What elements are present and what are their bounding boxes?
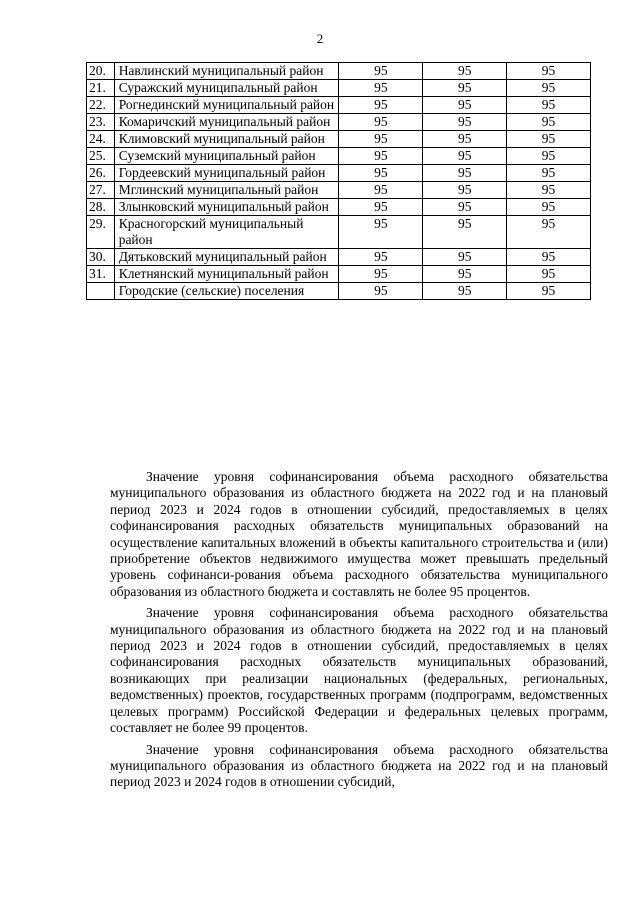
value-2024-cell: 95 bbox=[507, 63, 591, 80]
value-2023-cell: 95 bbox=[423, 199, 507, 216]
value-2024-cell: 95 bbox=[507, 182, 591, 199]
table-row bbox=[87, 165, 591, 182]
value-2024-cell: 95 bbox=[507, 216, 591, 249]
value-2023-cell: 95 bbox=[423, 283, 507, 300]
row-number-cell: 25. bbox=[87, 148, 115, 165]
district-name-cell: Дятьковский муниципальный район bbox=[114, 249, 339, 266]
subsidy-table bbox=[86, 62, 591, 300]
district-name-cell: Рогнединский муниципальный район bbox=[114, 97, 339, 114]
value-2022-cell: 95 bbox=[339, 249, 423, 266]
body-text bbox=[110, 469, 608, 796]
district-name-cell: Климовский муниципальный район bbox=[114, 131, 339, 148]
row-number-cell: 23. bbox=[87, 114, 115, 131]
value-2023-cell: 95 bbox=[423, 97, 507, 114]
value-2022-cell: 95 bbox=[339, 63, 423, 80]
row-number-cell: 31. bbox=[87, 266, 115, 283]
table-row bbox=[87, 148, 591, 165]
value-2023-cell: 95 bbox=[423, 182, 507, 199]
table-row bbox=[87, 216, 591, 249]
district-name-cell: Навлинский муниципальный район bbox=[114, 63, 339, 80]
row-number-cell: 30. bbox=[87, 249, 115, 266]
value-2024-cell: 95 bbox=[507, 80, 591, 97]
row-number-cell: 20. bbox=[87, 63, 115, 80]
row-number-cell: 28. bbox=[87, 199, 115, 216]
table-row bbox=[87, 199, 591, 216]
paragraph-3: Значение уровня софинансирования объема расходного обязательства муниципального образования из областного бюджета на 2022 год и на плановый период 2023 и 2024 годов в отношении субсидий, bbox=[110, 741, 608, 790]
table-row bbox=[87, 283, 591, 300]
value-2022-cell: 95 bbox=[339, 131, 423, 148]
subsidy-table-body bbox=[87, 63, 591, 300]
value-2023-cell: 95 bbox=[423, 216, 507, 249]
table-row bbox=[87, 63, 591, 80]
table-row bbox=[87, 97, 591, 114]
value-2022-cell: 95 bbox=[339, 97, 423, 114]
row-number-cell: 24. bbox=[87, 131, 115, 148]
value-2022-cell: 95 bbox=[339, 148, 423, 165]
value-2023-cell: 95 bbox=[423, 249, 507, 266]
paragraph-1: Значение уровня софинансирования объема расходного обязательства муниципального образования из областного бюджета на 2022 год и на плановый период 2023 и 2024 годов в отношении субсидий, предоставляемых в целях софинансирования расходных обязательств муниципальных образований на осуществление капитальных вложений в объекты капитального строительства и (или) приобретение объектов недвижимого имущества может превышать предельный уровень софинанси-рования объема расходного обязательства муниципального образования из областного бюджета и составлять не более 95 процентов. bbox=[110, 469, 608, 599]
page-number: 2 bbox=[316, 31, 324, 46]
district-name-cell: Клетнянский муниципальный район bbox=[114, 266, 339, 283]
value-2022-cell: 95 bbox=[339, 216, 423, 249]
value-2022-cell: 95 bbox=[339, 182, 423, 199]
table-row bbox=[87, 114, 591, 131]
district-name-cell: Комаричский муниципальный район bbox=[114, 114, 339, 131]
value-2022-cell: 95 bbox=[339, 114, 423, 131]
district-name-cell: Суземский муниципальный район bbox=[114, 148, 339, 165]
district-name-cell: Городские (сельские) поселения bbox=[114, 283, 339, 300]
value-2023-cell: 95 bbox=[423, 165, 507, 182]
row-number-cell: 22. bbox=[87, 97, 115, 114]
district-name-cell: Гордеевский муниципальный район bbox=[114, 165, 339, 182]
district-name-cell: Суражский муниципальный район bbox=[114, 80, 339, 97]
value-2023-cell: 95 bbox=[423, 114, 507, 131]
value-2024-cell: 95 bbox=[507, 165, 591, 182]
value-2022-cell: 95 bbox=[339, 283, 423, 300]
value-2022-cell: 95 bbox=[339, 199, 423, 216]
value-2022-cell: 95 bbox=[339, 266, 423, 283]
table-row bbox=[87, 182, 591, 199]
table-row bbox=[87, 80, 591, 97]
row-number-cell: 29. bbox=[87, 216, 115, 249]
value-2024-cell: 95 bbox=[507, 131, 591, 148]
paragraph-2: Значение уровня софинансирования объема расходного обязательства муниципального образования из областного бюджета на 2022 год и на плановый период 2023 и 2024 годов в отношении субсидий, предоставляемых в целях софинансирования расходных обязательств муниципальных образований, возникающих при реализации национальных (федеральных, региональных, ведомственных) проектов, государственных программ (подпрограмм, ведомственных целевых программ) Российской Федерации и федеральных целевых программ, составляет не более 99 процентов. bbox=[110, 605, 608, 736]
table-row bbox=[87, 131, 591, 148]
row-number-cell: 21. bbox=[87, 80, 115, 97]
table-row bbox=[87, 249, 591, 266]
value-2024-cell: 95 bbox=[507, 114, 591, 131]
table-row bbox=[87, 266, 591, 283]
row-number-cell: 26. bbox=[87, 165, 115, 182]
value-2024-cell: 95 bbox=[507, 97, 591, 114]
district-name-cell: Мглинский муниципальный район bbox=[114, 182, 339, 199]
value-2023-cell: 95 bbox=[423, 266, 507, 283]
row-number-cell: 27. bbox=[87, 182, 115, 199]
value-2024-cell: 95 bbox=[507, 283, 591, 300]
value-2022-cell: 95 bbox=[339, 165, 423, 182]
value-2024-cell: 95 bbox=[507, 148, 591, 165]
value-2022-cell: 95 bbox=[339, 80, 423, 97]
value-2024-cell: 95 bbox=[507, 249, 591, 266]
value-2024-cell: 95 bbox=[507, 266, 591, 283]
value-2023-cell: 95 bbox=[423, 148, 507, 165]
value-2023-cell: 95 bbox=[423, 63, 507, 80]
value-2023-cell: 95 bbox=[423, 131, 507, 148]
value-2023-cell: 95 bbox=[423, 80, 507, 97]
district-name-cell: Красногорский муниципальный район bbox=[114, 216, 339, 249]
district-name-cell: Злынковский муниципальный район bbox=[114, 199, 339, 216]
row-number-cell bbox=[87, 283, 115, 300]
value-2024-cell: 95 bbox=[507, 199, 591, 216]
